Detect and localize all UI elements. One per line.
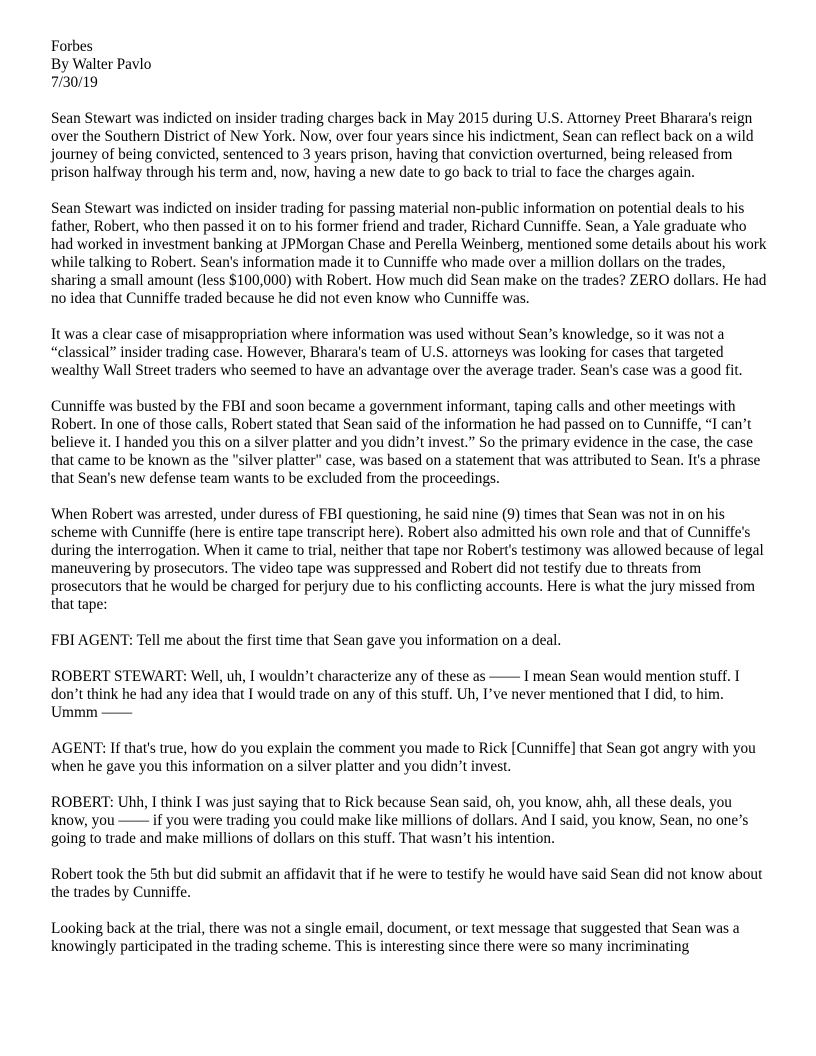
transcript-robert-reply: ROBERT: Uhh, I think I was just saying that to Rick because Sean said, oh, you know, ahh, all these deals, you know, you —— if you were trading you could make like millions of dollars. And I said, you know, Sean, no one’s going to trade and make millions of dollars on this stuff. That wasn’t his intention. [51,794,749,847]
publication-name: Forbes [51,38,93,55]
document-header [51,38,771,92]
transcript-robert-answer: ROBERT STEWART: Well, uh, I wouldn’t characterize any of these as —— I mean Sean would mention stuff. I don’t think he had any idea that I would trade on any of this stuff. Uh, I’ve never mentioned that I did, to him. Ummm —— [51,668,740,721]
paragraph-misappropriation: It was a clear case of misappropriation where information was used without Sean’s knowledge, so it was not a “classical” insider trading case. However, Bharara's team of U.S. attorneys was looking for cases that targeted wealthy Wall Street traders who seemed to have an advantage over the average trader. Sean's case was a good fit. [51,326,743,379]
paragraph-case-details: Sean Stewart was indicted on insider trading for passing material non-public information on potential deals to his father, Robert, who then passed it on to his former friend and trader, Richard Cunniffe. Sean, a Yale graduate who had worked in investment banking at JPMorgan Chase and Perella Weinberg, mentioned some details about his work while talking to Robert. Sean's information made it to Cunniffe who made over a million dollars on the trades, sharing a small amount (less $100,000) with Robert. How much did Sean make on the trades? ZERO dollars. He had no idea that Cunniffe traded because he did not even know who Cunniffe was. [51,200,767,307]
transcript-agent-question: FBI AGENT: Tell me about the first time that Sean gave you information on a deal. [51,632,562,649]
publish-date: 7/30/19 [51,74,98,91]
paragraph-affidavit: Robert took the 5th but did submit an affidavit that if he were to testify he would have said Sean did not know about the trades by Cunniffe. [51,866,763,901]
transcript-agent-followup: AGENT: If that's true, how do you explain the comment you made to Rick [Cunniffe] that Sean got angry with you when he gave you this information on a silver platter and you didn’t invest. [51,740,756,775]
paragraph-informant: Cunniffe was busted by the FBI and soon became a government informant, taping calls and other meetings with Robert. In one of those calls, Robert stated that Sean said of the information he had passed on to Cunniffe, “I can’t believe it. I handed you this on a silver platter and you didn’t invest.” So the primary evidence in the case, the case that came to be known as the "silver platter" case, was based on a statement that was attributed to Sean. It's a phrase that Sean's new defense team wants to be excluded from the proceedings. [51,398,761,487]
byline: By Walter Pavlo [51,56,152,73]
paragraph-trial-review: Looking back at the trial, there was not a single email, document, or text message that suggested that Sean was a knowingly participated in the trading scheme. This is interesting since there were so many incriminating [51,920,740,955]
document-page [51,38,771,974]
paragraph-indictment-overview: Sean Stewart was indicted on insider trading charges back in May 2015 during U.S. Attorney Preet Bharara's reign over the Southern District of New York. Now, over four years since his indictment, Sean can reflect back on a wild journey of being convicted, sentenced to 3 years prison, having that conviction overturned, being released from prison halfway through his term and, now, having a new date to go back to trial to face the charges again. [51,110,754,181]
paragraph-arrest: When Robert was arrested, under duress of FBI questioning, he said nine (9) times that Sean was not in on his scheme with Cunniffe (here is entire tape transcript here). Robert also admitted his own role and that of Cunniffe's during the interrogation. When it came to trial, neither that tape nor Robert's testimony was allowed because of legal maneuvering by prosecutors. The video tape was suppressed and Robert did not testify due to threats from prosecutors that he would be charged for perjury due to his conflicting accounts. Here is what the jury missed from that tape: [51,506,764,613]
